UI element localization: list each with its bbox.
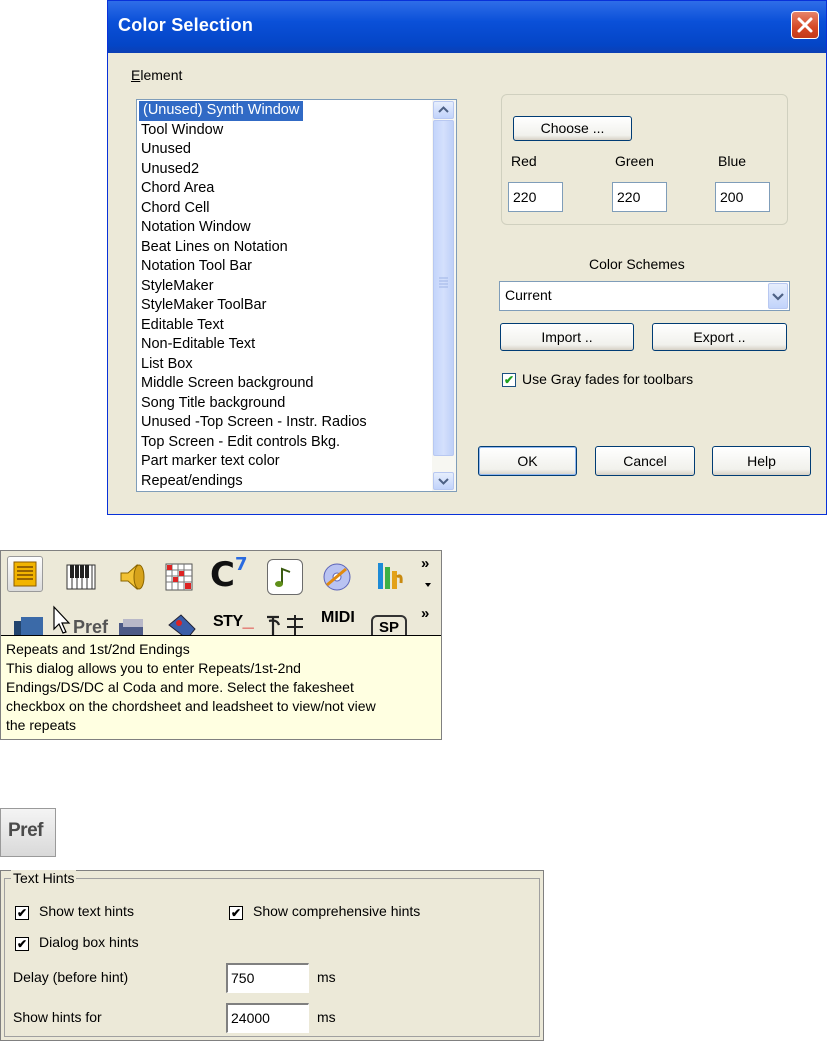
speaker-icon[interactable] [115, 559, 151, 595]
element-list-item[interactable]: Notation Tool Bar [141, 258, 252, 274]
pref-button-label: Pref [8, 820, 43, 841]
delay-unit: ms [317, 969, 336, 985]
green-field[interactable]: 220 [612, 182, 667, 212]
element-label-mnemonic: E [131, 67, 141, 83]
element-list-item[interactable]: Repeat/endings [141, 472, 243, 489]
delay-field[interactable]: 750 [226, 963, 309, 993]
grip-icon [434, 276, 453, 290]
green-label: Green [615, 153, 654, 169]
tooltip-hint [1, 635, 441, 739]
element-list-item[interactable]: Beat Lines on Notation [141, 238, 288, 255]
show-hints-for-field[interactable]: 24000 [226, 1003, 309, 1033]
blue-field[interactable]: 200 [715, 182, 770, 212]
element-list-item[interactable]: (Unused) Synth Window [139, 101, 303, 121]
color-schemes-label: Color Schemes [589, 256, 685, 272]
import-button[interactable]: Import .. [500, 323, 634, 351]
element-list-item[interactable]: Top Screen - Edit controls Bkg. [141, 433, 341, 450]
sty-underline-mark: _ [242, 609, 254, 631]
element-list-item[interactable]: Unused [141, 141, 191, 157]
color-scheme-value: Current [505, 287, 552, 303]
chevron-down-icon [434, 473, 453, 489]
cancel-button[interactable]: Cancel [595, 446, 695, 476]
document-icon[interactable] [11, 615, 47, 635]
chevron-up-icon [434, 102, 453, 118]
element-list-item[interactable]: Non-Editable Text [141, 336, 256, 352]
dialog-title-bar[interactable] [108, 1, 826, 53]
element-list-item[interactable]: Song Title background [141, 394, 286, 411]
cd-icon[interactable] [319, 559, 355, 595]
dropdown-arrow-icon[interactable] [423, 581, 433, 589]
element-label-rest: lement [140, 67, 183, 83]
delay-label: Delay (before hint) [13, 969, 129, 985]
color-scheme-select[interactable] [499, 281, 790, 311]
dialog-title: Color Selection [118, 15, 254, 35]
color-scheme-dropdown-button[interactable] [768, 283, 788, 309]
sp-button[interactable]: SP [371, 615, 407, 635]
toolbar-row-1 [1, 551, 441, 599]
scroll-up-button[interactable] [433, 101, 454, 119]
red-label: Red [511, 153, 537, 169]
help-button[interactable]: Help [712, 446, 811, 476]
element-list-item[interactable]: Tool Window [141, 121, 224, 138]
toolbar-overflow-chevron[interactable]: » [421, 555, 430, 572]
sty-label: STY [213, 613, 243, 630]
tooltip-line: Endings/DS/DC al Coda and more. Select the fakesheet [6, 679, 354, 695]
show-text-hints-label: Show text hints [39, 903, 134, 919]
element-list-item[interactable]: Editable Text [141, 316, 224, 333]
c7-chord-icon[interactable] [210, 553, 248, 595]
show-text-hints-checkbox[interactable]: ✔ [16, 906, 28, 920]
song-list-icon [8, 557, 42, 591]
close-button[interactable] [791, 11, 819, 39]
element-list-item[interactable]: Unused2 [141, 160, 200, 177]
gray-fades-label: Use Gray fades for toolbars [522, 371, 694, 387]
scroll-down-button[interactable] [433, 472, 454, 490]
c7-chord-letter: C [210, 555, 235, 595]
color-selection-dialog [107, 0, 827, 515]
tooltip-line: This dialog allows you to enter Repeats/1st-2nd [6, 660, 301, 676]
note-icon [268, 560, 302, 594]
midi-button[interactable]: MIDI [321, 609, 355, 626]
pref-button[interactable] [0, 808, 56, 857]
pref-toolbar-button[interactable]: Pref [73, 617, 109, 635]
dialog-client-area [111, 53, 823, 511]
element-list-item[interactable]: StyleMaker [141, 277, 214, 294]
element-list-item[interactable]: Unused -Top Screen - Instr. Radios [141, 414, 367, 430]
piano-icon[interactable] [63, 559, 99, 595]
text-hints-panel [0, 870, 544, 1041]
scroll-thumb[interactable] [433, 120, 454, 456]
main-toolbar [0, 550, 442, 740]
element-list-item[interactable]: StyleMaker ToolBar [141, 297, 267, 313]
show-comprehensive-hints-label: Show comprehensive hints [253, 903, 421, 919]
choose-button[interactable]: Choose ... [513, 116, 632, 141]
toolbar-row2-overflow-chevron[interactable]: » [421, 605, 430, 622]
note-button[interactable] [267, 559, 303, 595]
element-list-item[interactable]: Part marker text color [141, 453, 280, 469]
tag-icon[interactable] [165, 611, 199, 635]
element-label [131, 67, 182, 83]
text-hints-group [4, 870, 540, 1037]
element-list-item[interactable]: Notation Window [141, 219, 251, 235]
blue-label: Blue [718, 153, 747, 169]
sty-button[interactable] [213, 609, 253, 632]
export-button[interactable]: Export .. [652, 323, 787, 351]
mouse-cursor-icon [51, 605, 73, 635]
book-icon[interactable] [115, 615, 149, 635]
show-comprehensive-hints-checkbox[interactable]: ✔ [230, 906, 242, 920]
chevron-down-icon [769, 284, 787, 308]
element-list-scrollbar[interactable] [432, 100, 456, 491]
show-hints-for-unit: ms [317, 1009, 336, 1025]
song-list-button[interactable] [7, 556, 43, 592]
element-list-item[interactable]: List Box [141, 355, 193, 372]
gray-fades-checkbox[interactable]: ✔ [503, 373, 515, 387]
dialog-box-hints-checkbox[interactable]: ✔ [16, 937, 28, 951]
dialog-box-hints-label: Dialog box hints [39, 934, 139, 950]
tooltip-line: checkbox on the chordsheet and leadsheet to view/not view [6, 698, 376, 714]
close-icon [792, 12, 818, 38]
red-field[interactable]: 220 [508, 182, 563, 212]
text-hints-legend: Text Hints [13, 870, 75, 886]
element-listbox[interactable] [136, 99, 457, 492]
mixer-icon[interactable] [371, 557, 407, 593]
element-list-item[interactable]: Middle Screen background [141, 375, 314, 391]
c7-chord-superscript: 7 [234, 553, 248, 575]
element-list-item[interactable]: Chord Cell [141, 199, 210, 216]
ok-button[interactable]: OK [478, 446, 577, 476]
chord-grid-icon[interactable] [161, 559, 197, 595]
show-hints-for-label: Show hints for [13, 1009, 102, 1025]
toolbar-row-2 [1, 603, 441, 635]
notation-edit-icon[interactable] [263, 611, 307, 635]
element-list-item[interactable]: Chord Area [141, 180, 215, 196]
tooltip-line: Repeats and 1st/2nd Endings [6, 641, 190, 657]
tooltip-line: the repeats [6, 717, 77, 733]
